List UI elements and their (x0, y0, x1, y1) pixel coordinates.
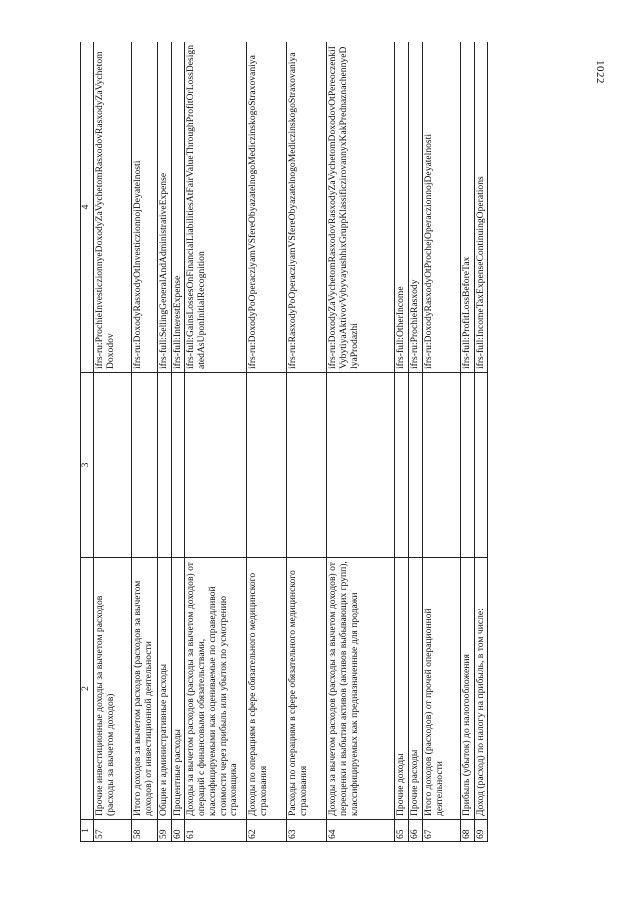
row-col3 (287, 373, 327, 558)
row-code: ifrs-ru:DoxodyRasxodyOtInvesticzionnojDeyatelnosti (132, 42, 158, 373)
row-name: Доходы за вычетом расходов (расходы за вычетом доходов) от переоценки и выбытия активов (активов выбывающих групп), классифицируемых как предназначенные для продажи (327, 558, 395, 820)
row-name: Итого доходов (расходов) от прочей операционной деятельности (422, 558, 460, 820)
table-row (474, 42, 488, 842)
row-name: Расходы по операциям в сфере обязательного медицинского страхования (287, 558, 327, 820)
row-code: ifrs-ru:ProchieRasxody (409, 42, 423, 373)
row-col3 (94, 373, 132, 558)
xbrl-mapping-table (80, 42, 488, 842)
page-number: 1022 (594, 60, 606, 84)
row-name: Итого доходов за вычетом расходов (расходов за вычетом доходов) от инвестиционной деятельности (132, 558, 158, 820)
row-code: ifrs-ru:DoxodyPoOperacziyamVSfereObyazatelnogoMediczinskogoStraxovaniya (247, 42, 287, 373)
row-number: 68 (460, 820, 474, 842)
header-cell-2: 2 (81, 558, 94, 820)
row-code: ifrs-full:SellingGeneralAndAdministrativeExpense (158, 42, 172, 373)
row-col3 (132, 373, 158, 558)
header-cell-4: 4 (81, 42, 94, 373)
row-code: ifrs-ru:RasxodyPoOperacziyamVSfereObyazatelnogoMediczinskogoStraxovaniya (287, 42, 327, 373)
table-row (158, 42, 172, 842)
row-name: Прибыль (убыток) до налогообложения (460, 558, 474, 820)
table-row (422, 42, 460, 842)
rotated-page (80, 42, 580, 842)
row-number: 60 (171, 820, 185, 842)
row-name: Доходы по операциям в сфере обязательного медицинского страхования (247, 558, 287, 820)
table-row (287, 42, 327, 842)
row-col3 (158, 373, 172, 558)
row-number: 64 (327, 820, 395, 842)
row-col3 (409, 373, 423, 558)
row-name: Процентные расходы (171, 558, 185, 820)
row-name: Прочие инвестиционные доходы за вычетом расходов (расходы за вычетом доходов) (94, 558, 132, 820)
row-number: 61 (185, 820, 247, 842)
row-code: ifrs-ru:DoxodyZaVychetomRasxodovRasxodyZaVychetomDoxodovOtPereoczenkiIVybytiyaAktivovVybyvayushhixGruppKlassificzirovannyxKakPrednaznachennyeDlyaProdazhi (327, 42, 395, 373)
row-col3 (460, 373, 474, 558)
table-row (247, 42, 287, 842)
table-row (132, 42, 158, 842)
row-col3 (247, 373, 287, 558)
row-code: ifrs-full:InterestExpense (171, 42, 185, 373)
table-row (185, 42, 247, 842)
row-number: 65 (395, 820, 409, 842)
row-number: 66 (409, 820, 423, 842)
row-col3 (327, 373, 395, 558)
row-name: Доход (расход) по налогу на прибыль, в том числе: (474, 558, 488, 820)
table-row (94, 42, 132, 842)
row-name: Общие и административные расходы (158, 558, 172, 820)
header-cell-3: 3 (81, 373, 94, 558)
row-col3 (474, 373, 488, 558)
row-name: Прочие расходы (409, 558, 423, 820)
row-code: ifrs-ru:ProchieInvesticzionnyeDoxodyZaVychetomRasxodovRasxodyZaVychetomDoxodov (94, 42, 132, 373)
row-name: Прочие доходы (395, 558, 409, 820)
table-row (395, 42, 409, 842)
row-number: 59 (158, 820, 172, 842)
row-number: 69 (474, 820, 488, 842)
table-row (409, 42, 423, 842)
header-row (81, 42, 94, 842)
row-col3 (185, 373, 247, 558)
row-col3 (395, 373, 409, 558)
row-number: 67 (422, 820, 460, 842)
row-code: ifrs-full:GainsLossesOnFinancialLiabilitiesAtFairValueThroughProfitOrLossDesignatedAsUponInitialRecognition (185, 42, 247, 373)
row-code: ifrs-full:ProfitLossBeforeTax (460, 42, 474, 373)
row-number: 58 (132, 820, 158, 842)
row-number: 63 (287, 820, 327, 842)
row-code: ifrs-full:OtherIncome (395, 42, 409, 373)
table-row (171, 42, 185, 842)
row-col3 (171, 373, 185, 558)
row-code: ifrs-full:IncomeTaxExpenseContinuingOperations (474, 42, 488, 373)
row-number: 62 (247, 820, 287, 842)
header-cell-1: 1 (81, 820, 94, 842)
table-row (460, 42, 474, 842)
row-col3 (422, 373, 460, 558)
row-name: Доходы за вычетом расходов (расходы за вычетом доходов) от операций с финансовыми обязательствами, классифицируемыми как оцениваемые по справедливой стоимости через прибыль или убыток по усмотрению страховщика (185, 558, 247, 820)
row-number: 57 (94, 820, 132, 842)
row-code: ifrs-ru:DoxodyRasxodyOtProchejOperaczionnojDeyatelnosti (422, 42, 460, 373)
table-row (327, 42, 395, 842)
table-frame (80, 42, 580, 842)
